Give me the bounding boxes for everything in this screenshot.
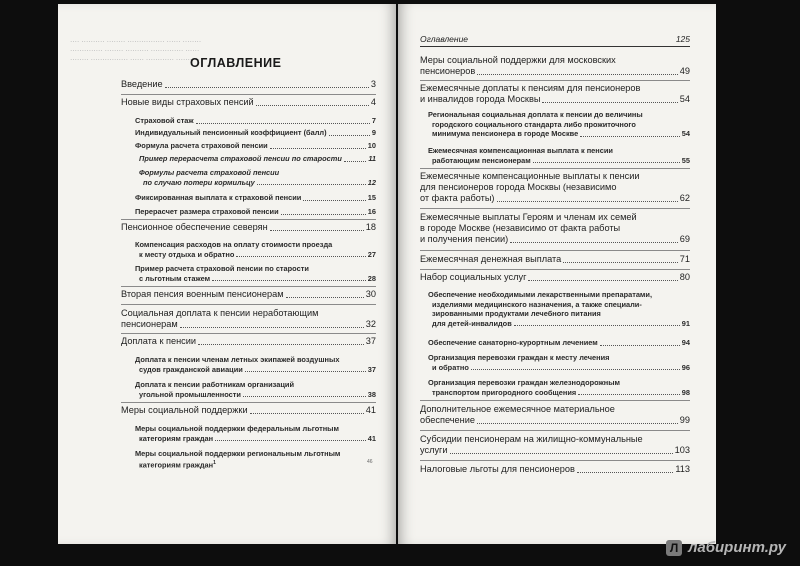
toc-entry-page: 11: [368, 154, 376, 163]
toc-entry-heroes: [420, 212, 690, 245]
toc-entry-text: Субсидии пенсионерам на жилищно-коммунальные: [420, 434, 643, 444]
separator: [420, 250, 690, 251]
bleed-through-text: ‥‥ ‥‥‥‥‥ ‥‥‥‥ ‥‥‥‥‥‥‥‥ ‥‥‥ ‥‥‥‥ ‥‥‥‥‥‥‥ ‥‥‥‥ ‥‥‥‥‥ ‥‥‥‥‥‥‥ ‥‥‥ ‥‥‥‥ ‥‥‥‥‥‥‥‥ ‥‥‥ ‥‥‥‥‥‥ ‥‥‥‥‥: [70, 37, 202, 62]
toc-entry-text: Новые виды страховых пенсий: [121, 97, 254, 107]
toc-entry-text: Пенсионное обеспечение северян: [121, 222, 268, 232]
toc-entry-text: и получения пенсии): [420, 234, 509, 244]
toc-entry-introduction: [121, 79, 376, 90]
toc-entry-text: Организация перевозки граждан железнодорожным: [428, 378, 621, 387]
toc-entry-recalc-example: [139, 154, 376, 164]
toc-entry-text: обеспечение: [420, 415, 475, 425]
watermark: [666, 539, 786, 556]
toc-entry-text: работающим пенсионерам: [432, 155, 531, 165]
toc-entry-text: Введение: [121, 79, 163, 89]
toc-entry-text: Доплата к пенсии: [121, 336, 197, 346]
toc-entry-supplement: [121, 336, 376, 347]
toc-entry-page: 32: [365, 319, 376, 329]
toc-entry-social-supplement: [121, 308, 376, 330]
toc-entry-text: Ежемесячные выплаты Героям и членам их семей: [420, 212, 637, 222]
toc-entry-material-support: [420, 404, 690, 426]
toc-entry-page: 3: [370, 79, 376, 89]
watermark-text: лабиринт.ру: [688, 539, 786, 556]
toc-entry-text: зированными продуктами лечебного питания: [432, 309, 601, 319]
running-head-title: Оглавление: [420, 34, 469, 44]
separator: [121, 304, 376, 305]
toc-entry-text: Ежемесячные компенсационные выплаты к пенсии: [420, 171, 640, 181]
toc-entry-text: транспортом пригородного сообщения: [432, 387, 577, 397]
toc-entry-rail-transport: [428, 378, 690, 397]
toc-entry-text: Обеспечение санаторно-курортным лечением: [428, 338, 598, 347]
separator: [121, 94, 376, 95]
separator: [121, 219, 376, 220]
toc-entry-military: [121, 289, 376, 300]
toc-entry-privileged-example: [135, 264, 376, 283]
separator: [420, 400, 690, 401]
toc-entry-text: Организация перевозки граждан к месту лечения: [428, 353, 610, 362]
toc-entry-page: 69: [679, 234, 690, 244]
toc-entry-page: 41: [365, 405, 376, 415]
toc-entry-text: судов гражданской авиации: [139, 364, 243, 374]
toc-entry-text: Налоговые льготы для пенсионеров: [420, 464, 575, 474]
toc-entry-text: городского социального стандарта либо прожиточного: [432, 119, 636, 129]
toc-entry-recalculation: [135, 207, 376, 217]
toc-entry-new-pensions: [121, 97, 376, 108]
separator: [420, 269, 690, 270]
toc-entry-text: Перерасчет размера страховой пенсии: [135, 207, 279, 216]
footnote-mark: 46: [367, 459, 373, 465]
toc-entry-text: категориям граждан: [139, 433, 214, 443]
toc-title: ОГЛАВЛЕНИЕ: [190, 56, 282, 70]
toc-entry-text: к месту отдыха и обратно: [139, 249, 235, 259]
toc-entry-page: 103: [674, 445, 690, 455]
toc-entry-fixed-payment: [135, 193, 376, 203]
toc-entry-moscow-monthly: [420, 83, 690, 105]
toc-entry-text: Меры социальной поддержки региональным льготным: [135, 449, 341, 458]
toc-entry-regional-social-supplement: [428, 110, 690, 139]
toc-entry-text: и обратно: [432, 362, 469, 372]
toc-entry-text: услуги: [420, 445, 448, 455]
toc-entry-text: Индивидуальный пенсионный коэффициент (балл): [135, 128, 327, 137]
separator: [420, 168, 690, 169]
toc-entry-page: 27: [367, 249, 376, 259]
toc-entry-page: 7: [371, 116, 376, 125]
toc-entry-text: в городе Москве (независимо от факта работы: [420, 223, 621, 233]
toc-entry-text: по случаю потери кормильцу: [143, 177, 255, 187]
separator: [420, 80, 690, 81]
footnote-superscript: 1: [213, 459, 216, 466]
separator: [420, 460, 690, 461]
toc-entry-tax-benefits: [420, 464, 690, 475]
toc-entry-page: 10: [367, 141, 376, 150]
toc-entry-page: 96: [681, 362, 690, 372]
page-number: 125: [675, 34, 690, 44]
toc-entry-page: 71: [679, 254, 690, 264]
toc-entry-page: 91: [681, 318, 690, 328]
toc-entry-page: 98: [681, 387, 690, 397]
toc-entry-housing-subsidies: [420, 434, 690, 456]
toc-entry-text: пенсионерам: [121, 319, 178, 329]
toc-entry-page: 99: [679, 415, 690, 425]
toc-entry-survivor-formula: [139, 168, 376, 187]
separator: [420, 208, 690, 209]
toc-entry-text: Фиксированная выплата к страховой пенсии: [135, 193, 302, 202]
toc-entry-coal: [135, 380, 376, 399]
toc-entry-page: 9: [371, 128, 376, 137]
toc-entry-page: 41: [367, 433, 376, 443]
toc-entry-text: Ежемесячные доплаты к пенсиям для пенсионеров: [420, 83, 641, 93]
toc-entry-text: Региональная социальная доплата к пенсии до величины: [428, 110, 643, 119]
toc-entry-moscow-compensation: [420, 171, 690, 204]
toc-entry-text: Формулы расчета страховой пенсии: [139, 168, 280, 177]
toc-entry-social-services: [420, 272, 690, 283]
toc-entry-page: 113: [675, 464, 690, 474]
toc-entry-text: категориям граждан: [139, 460, 214, 470]
toc-entry-page: 18: [365, 222, 376, 232]
toc-entry-text: Доплата к пенсии работникам организаций: [135, 380, 294, 389]
separator: [121, 333, 376, 334]
toc-entry-text: Пример расчета страховой пенсии по старости: [135, 264, 309, 273]
toc-entry-monthly-cash: [420, 254, 690, 265]
toc-entry-text: угольной промышленности: [139, 389, 241, 399]
labirint-logo-icon: Л: [666, 540, 682, 556]
toc-entry-text: Меры социальной поддержки федеральным льготным: [135, 424, 339, 433]
toc-entry-text: от факта работы): [420, 193, 495, 203]
toc-entry-text: изделиями медицинского назначения, а также специали-: [432, 299, 642, 309]
running-head: [420, 34, 690, 47]
toc-entry-page: 54: [679, 94, 690, 104]
toc-entry-page: 15: [367, 193, 376, 202]
toc-entry-text: Ежемесячная денежная выплата: [420, 254, 562, 264]
toc-entry-text: Пример перерасчета страховой пенсии по старости: [139, 154, 342, 163]
toc-entry-page: 80: [679, 272, 690, 282]
toc-entry-text: Доплата к пенсии членам летных экипажей воздушных: [135, 355, 340, 364]
toc-entry-sanatorium: [428, 338, 690, 348]
toc-entry-page: 16: [367, 207, 376, 216]
toc-entry-page: 62: [679, 193, 690, 203]
toc-entry-text: с льготным стажем: [139, 273, 211, 283]
toc-entry-regional-support: [135, 449, 376, 470]
toc-entry-page: 30: [365, 289, 376, 299]
toc-entry-page: 28: [367, 273, 376, 283]
toc-entry-northerners: [121, 222, 376, 233]
toc-entry-text: Набор социальных услуг: [420, 272, 527, 282]
toc-entry-text: Компенсация расходов на оплату стоимости проезда: [135, 240, 333, 249]
separator: [420, 430, 690, 431]
toc-entry-text: Формула расчета страховой пенсии: [135, 141, 268, 150]
toc-entry-page: 49: [679, 66, 690, 76]
toc-entry-text: Ежемесячная компенсационная выплата к пенсии: [428, 146, 613, 155]
toc-entry-text: Страховой стаж: [135, 116, 194, 125]
toc-entry-social-support: [121, 405, 376, 416]
toc-entry-text: Вторая пенсия военным пенсионерам: [121, 289, 284, 299]
toc-entry-text: Обеспечение необходимыми лекарственными препаратами,: [428, 290, 652, 299]
toc-entry-travel-compensation: [135, 240, 376, 259]
toc-entry-text: Социальная доплата к пенсии неработающим: [121, 308, 319, 318]
toc-entry-insurance-stazh: [135, 116, 376, 126]
toc-entry-text: и инвалидов города Москвы: [420, 94, 541, 104]
toc-entry-federal-support: [135, 424, 376, 443]
toc-entry-text: Меры социальной поддержки для московских: [420, 55, 616, 65]
toc-entry-text: для пенсионеров города Москвы (независимо: [420, 182, 617, 192]
toc-entry-page: 4: [370, 97, 376, 107]
toc-entry-page: 37: [365, 336, 376, 346]
toc-entry-page: 55: [681, 155, 690, 165]
toc-entry-text: пенсионеров: [420, 66, 476, 76]
toc-entry-text: минимума пенсионера в городе Москве: [432, 129, 579, 139]
toc-entry-pension-coefficient: [135, 128, 376, 138]
toc-entry-working-compensation: [428, 146, 690, 165]
toc-entry-medicines: [428, 290, 690, 328]
toc-entry-page: 12: [367, 177, 376, 187]
toc-entry-text: Меры социальной поддержки: [121, 405, 248, 415]
toc-entry-formula: [135, 141, 376, 151]
toc-entry-text: Дополнительное ежемесячное материальное: [420, 404, 615, 414]
toc-entry-text: для детей-инвалидов: [432, 318, 512, 328]
toc-entry-page: 38: [367, 389, 376, 399]
toc-entry-aviation: [135, 355, 376, 374]
toc-entry-moscow-support: [420, 55, 690, 77]
toc-entry-transport-treatment: [428, 353, 690, 372]
separator: [121, 286, 376, 287]
toc-entry-page: 37: [367, 364, 376, 374]
toc-entry-page: 94: [681, 338, 690, 347]
separator: [121, 402, 376, 403]
toc-entry-page: 54: [681, 129, 690, 139]
